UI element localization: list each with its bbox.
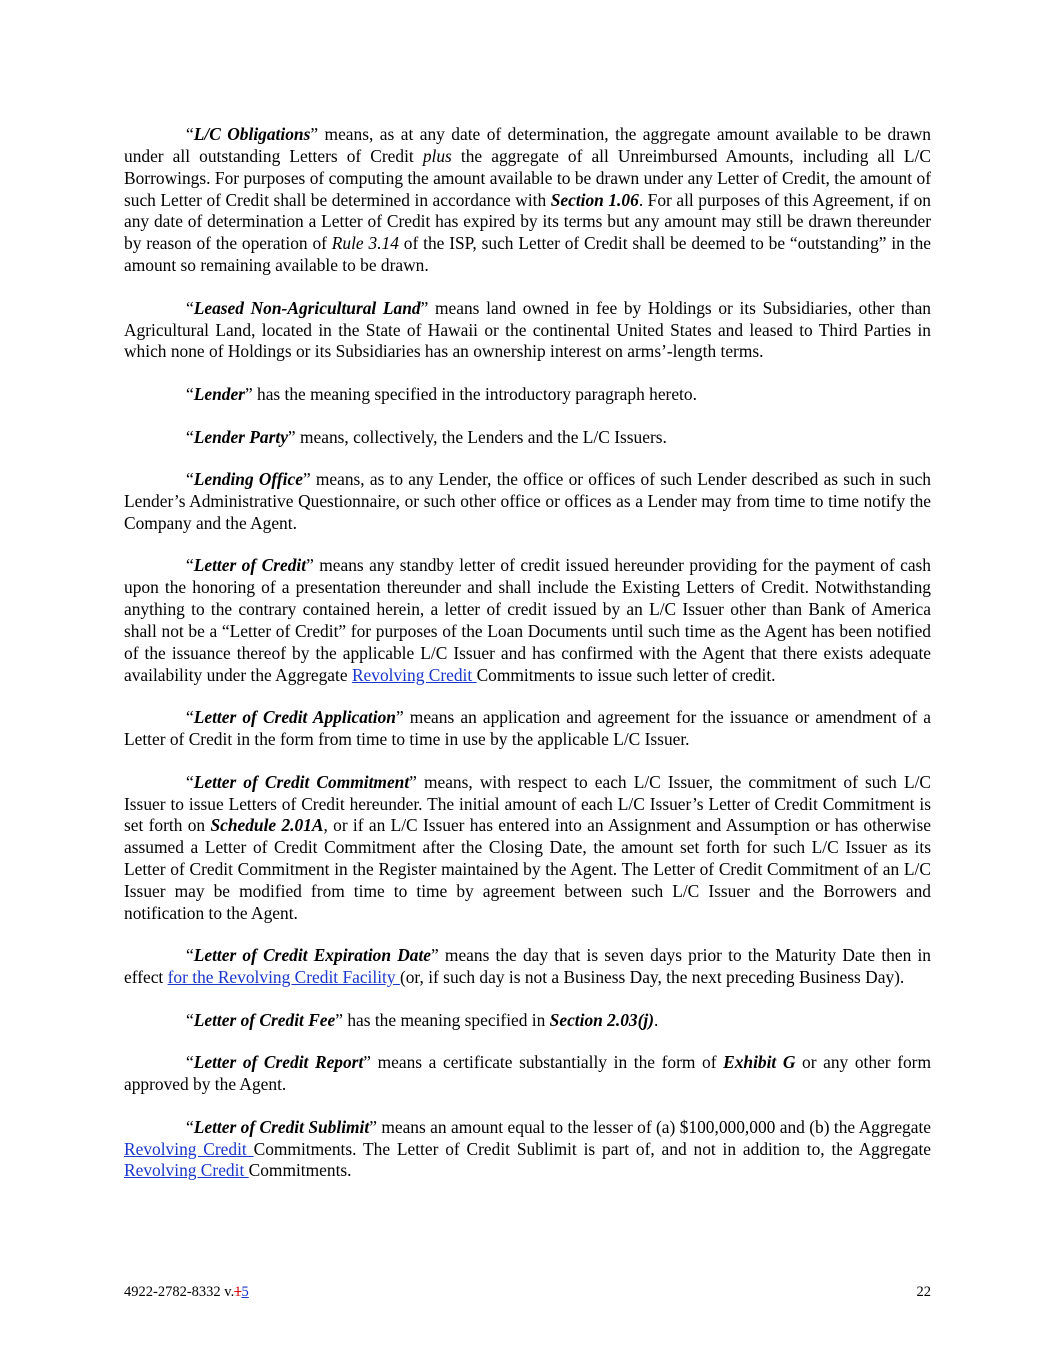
deleted-version: 1 <box>234 1284 242 1300</box>
italic-text: Rule 3.14 <box>331 233 399 254</box>
inserted-version: 5 <box>241 1284 249 1300</box>
definition-text: the aggregate of all Unreimbursed Amounts, including all L/C Borrowings. For purposes of computing the amount available to be drawn under any Letter of Credit, the amount of such Letter of Credit shall be determined in accordance with <box>124 145 931 210</box>
inserted-text: for the Revolving Credit Facility <box>167 967 400 988</box>
cross-reference: Section 2.03(j) <box>549 1009 655 1030</box>
definition-paragraph: “L/C Obligations” means, as at any date of determination, the aggregate amount available to be drawn under all outstanding Letters of Credit plus the aggregate of all Unreimbursed Amounts, including all L/C Borrowings. For purposes of computing the amount available to be drawn under any Letter of Credit, the amount of such Letter of Credit shall be determined in accordance with Section 1.06. For all purposes of this Agreement, if on any date of determination a Letter of Credit has expired by its terms but any amount may still be drawn thereunder by reason of the operation of Rule 3.14 of the ISP, such Letter of Credit shall be deemed to be “outstanding” in the amount so remaining available to be drawn. <box>124 124 931 276</box>
defined-term: Leased Non-Agricultural Land <box>193 297 421 318</box>
definition-text: ” means an application and agreement for the issuance or amendment of a Letter of Credit in the form from time to time in use by the applicable L/C Issuer. <box>124 707 931 750</box>
defined-term: Letter of Credit Commitment <box>193 771 410 792</box>
definition-text: ” means any standby letter of credit issued hereunder providing for the payment of cash upon the honoring of a presentation thereunder and shall include the Existing Letters of Credit. Notwithstanding anything to the contrary contained herein, a letter of credit issued by an L/C Issuer other than Bank of America shall not be a “Letter of Credit” for purposes of the Loan Documents until such time as the Agent has been notified of the issuance thereof by the applicable L/C Issuer and has confirmed with the Agent that there exists adequate availability under the Aggregate <box>124 555 932 685</box>
definition-text: . For all purposes of this Agreement, if on any date of determination a Letter of Credit has expired by its terms but any amount may still be drawn thereunder by reason of the operation of <box>124 189 931 254</box>
defined-term: Lender <box>193 383 245 404</box>
definition-text: ” means the day that is seven days prior to the Maturity Date then in effect <box>124 945 931 988</box>
defined-term: Letter of Credit Sublimit <box>193 1116 370 1137</box>
definition-text: of the ISP, such Letter of Credit shall be deemed to be “outstanding” in the amount so remaining available to be drawn. <box>124 233 931 276</box>
definition-text: Commitments. The Letter of Credit Sublimit is part of, and not in addition to, the Aggregate <box>253 1138 931 1159</box>
definition-text: Commitments to issue such letter of credit. <box>476 664 776 685</box>
defined-term: Letter of Credit Report <box>193 1052 364 1073</box>
defined-term: Letter of Credit <box>193 555 307 576</box>
definition-paragraph: “Letter of Credit Fee” has the meaning specified in Section 2.03(j). <box>186 1009 659 1030</box>
definition-paragraph: “Letter of Credit” means any standby letter of credit issued hereunder providing for the payment of cash upon the honoring of a presentation thereunder and shall include the Existing Letters of Credit. Notwithstanding anything to the contrary contained herein, a letter of credit issued by an L/C Issuer other than Bank of America shall not be a “Letter of Credit” for purposes of the Loan Documents until such time as the Agent has been notified of the issuance thereof by the applicable L/C Issuer and has confirmed with the Agent that there exists adequate availability under the Aggregate Revolving Credit Commitments to issue such letter of credit. <box>124 555 932 685</box>
defined-term: Letter of Credit Fee <box>193 1009 336 1030</box>
cross-reference: Schedule 2.01A <box>210 815 324 836</box>
defined-term: L/C Obligations <box>193 124 311 144</box>
italic-text: plus <box>422 145 452 166</box>
definition-text: ” means, as to any Lender, the office or offices of such Lender described as such in such Lender’s Administrative Questionnaire, or such other office or offices as a Lender may from time to time notify the Company and the Agent. <box>124 469 931 533</box>
definition-paragraph: “Leased Non-Agricultural Land” means land owned in fee by Holdings or its Subsidiaries, other than Agricultural Land, located in the State of Hawaii or the continental United States and leased to Third Parties in which none of Holdings or its Subsidiaries has an ownership interest on arms’-length terms. <box>124 297 932 362</box>
definition-text: ” means, as at any date of determination, the aggregate amount available to be drawn under all outstanding Letters of Credit <box>124 124 931 166</box>
cross-reference: Exhibit G <box>723 1052 796 1073</box>
inserted-text: Revolving Credit <box>351 664 477 685</box>
cross-reference: Section 1.06 <box>550 189 639 210</box>
definition-text: ” has the meaning specified in <box>335 1009 550 1030</box>
definition-text: or any other form approved by the Agent. <box>124 1052 931 1095</box>
inserted-text: Revolving Credit <box>124 1138 254 1159</box>
definition-paragraph: “Lender Party” means, collectively, the Lenders and the L/C Issuers. <box>186 426 667 447</box>
page-number: 22 <box>916 1284 931 1300</box>
definition-text: ” means a certificate substantially in the form of <box>363 1052 724 1073</box>
definition-text: Commitments. <box>248 1160 352 1181</box>
definitions-list <box>124 124 931 1203</box>
definition-text: ” means land owned in fee by Holdings or its Subsidiaries, other than Agricultural Land, located in the State of Hawaii or the continental United States and leased to Third Parties in which none of Holdings or its Subsidiaries has an ownership interest on arms’-length terms. <box>124 297 932 362</box>
definition-paragraph: “Lending Office” means, as to any Lender, the office or offices of such Lender described as such in such Lender’s Administrative Questionnaire, or such other office or offices as a Lender may from time to time notify the Company and the Agent. <box>124 469 931 533</box>
definition-text: ” means, collectively, the Lenders and the L/C Issuers. <box>287 426 667 447</box>
definition-text: , or if an L/C Issuer has entered into an Assignment and Assumption or has otherwise assumed a Letter of Credit Commitment after the Closing Date, the amount set forth for such L/C Issuer as its Letter of Credit Commitment in the Register maintained by the Agent. The Letter of Credit Commitment of an L/C Issuer may be modified from time to time by agreement between such L/C Issuer and the Borrowers and notification to the Agent. <box>124 815 931 923</box>
definition-paragraph: “Letter of Credit Application” means an application and agreement for the issuance or amendment of a Letter of Credit in the form from time to time in use by the applicable L/C Issuer. <box>124 707 931 750</box>
inserted-text: Revolving Credit <box>124 1160 249 1181</box>
definition-text: ” has the meaning specified in the introductory paragraph hereto. <box>244 383 697 404</box>
defined-term: Lender Party <box>193 426 288 447</box>
definition-paragraph: “Letter of Credit Commitment” means, with respect to each L/C Issuer, the commitment of such L/C Issuer to issue Letters of Credit hereunder. The initial amount of each L/C Issuer’s Letter of Credit Commitment is set forth on Schedule 2.01A, or if an L/C Issuer has entered into an Assignment and Assumption or has otherwise assumed a Letter of Credit Commitment after the Closing Date, the amount set forth for such L/C Issuer as its Letter of Credit Commitment in the Register maintained by the Agent. The Letter of Credit Commitment of an L/C Issuer may be modified from time to time by agreement between such L/C Issuer and the Borrowers and notification to the Agent. <box>124 771 931 923</box>
definition-text: ” means an amount equal to the lesser of (a) $100,000,000 and (b) the Aggregate <box>369 1116 932 1137</box>
definition-text: (or, if such day is not a Business Day, the next preceding Business Day). <box>399 967 905 988</box>
defined-term: Letter of Credit Expiration Date <box>193 945 432 966</box>
definition-text: ” means, with respect to each L/C Issuer, the commitment of such L/C Issuer to issue Letters of Credit hereunder. The initial amount of each L/C Issuer’s Letter of Credit Commitment is set forth on <box>124 771 931 836</box>
defined-term: Lending Office <box>193 469 303 490</box>
definition-paragraph: “Letter of Credit Report” means a certificate substantially in the form of Exhibit G or any other form approved by the Agent. <box>124 1052 931 1095</box>
document-id: 4922-2782-8332 v.15 <box>124 1284 249 1300</box>
definition-paragraph: “Lender” has the meaning specified in the introductory paragraph hereto. <box>186 383 697 404</box>
definition-paragraph: “Letter of Credit Sublimit” means an amount equal to the lesser of (a) $100,000,000 and (b) the Aggregate Revolving Credit Commitments. The Letter of Credit Sublimit is part of, and not in addition to, the Aggregate Revolving Credit Commitments. <box>124 1116 932 1181</box>
definition-text: . <box>654 1009 659 1030</box>
definition-paragraph: “Letter of Credit Expiration Date” means the day that is seven days prior to the Maturity Date then in effect for the Revolving Credit Facility (or, if such day is not a Business Day, the next preceding Business Day). <box>124 945 931 988</box>
page-footer <box>124 1282 931 1302</box>
defined-term: Letter of Credit Application <box>193 707 396 728</box>
